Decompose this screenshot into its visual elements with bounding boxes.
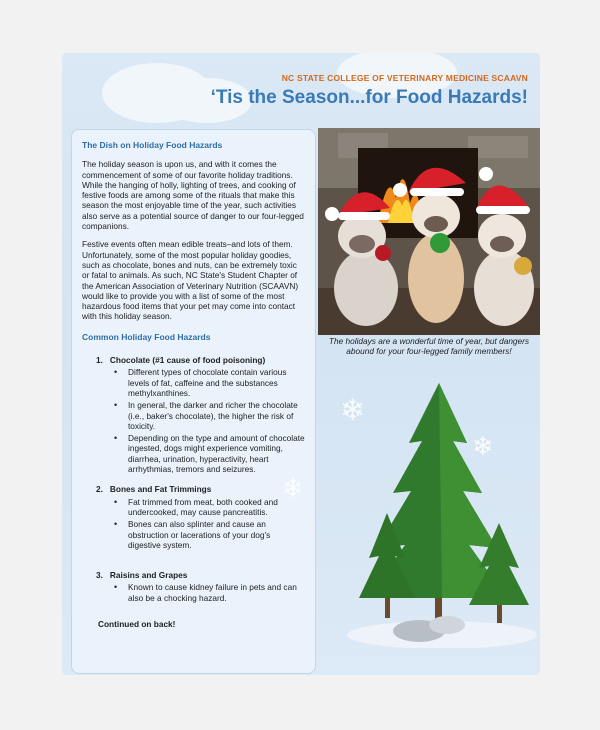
photo-caption: The holidays are a wonderful time of year, but dangers abound for your four-legged family members! <box>328 336 530 356</box>
hazard-number: 2. <box>96 484 103 495</box>
page-title: ‘Tis the Season...for Food Hazards! <box>210 87 528 108</box>
pine-trees-illustration <box>347 373 537 648</box>
snowflake-icon: ❄ <box>282 473 304 503</box>
hazard-title: Raisins and Grapes <box>109 570 188 581</box>
hazard-title: Bones and Fat Trimmings <box>109 484 212 495</box>
hazards-title: Common Holiday Food Hazards <box>82 331 211 342</box>
hazard-bullet: • Different types of chocolate contain various levels of fat, caffeine and the substances methylxanthines. <box>128 367 305 398</box>
dogs-photo <box>318 128 540 335</box>
hazard-bullet: • Bones can also splinter and cause an obstruction or lacerations of your dog's digestive system. <box>128 519 305 550</box>
hazard-title: Chocolate (#1 cause of food poisoning) <box>109 355 266 366</box>
hazard-item <box>96 484 305 550</box>
hazard-number: 1. <box>96 355 103 366</box>
organization-name: NC STATE COLLEGE OF VETERINARY MEDICINE SCAAVN <box>281 73 528 83</box>
continued-note: Continued on back! <box>98 618 176 629</box>
hazard-item <box>96 570 305 603</box>
hazard-bullet: • Fat trimmed from meat, both cooked and undercooked, may cause pancreatitis. <box>128 497 305 518</box>
hazard-item <box>96 355 305 474</box>
intro-paragraph: The holiday season is upon us, and with it comes the commencement of some of our favorite holiday traditions. While the hanging of holly, lighting of trees, and cooking of festive foods are among some of the rituals that make this season the most enjoyable time of the year, such activities also serve as a potential source of danger to our four-legged companions. <box>82 159 304 232</box>
article-panel <box>71 129 316 674</box>
flyer-page <box>62 53 540 675</box>
hazard-bullet: • Known to cause kidney failure in pets and can also be a chocking hazard. <box>128 582 305 603</box>
snowflake-icon: ❄ <box>472 431 494 461</box>
hazard-bullet: • Depending on the type and amount of chocolate ingested, dogs might experience vomiting, diarrhea, urination, hyperactivity, heart arrhythmias, tremors and seizures. <box>128 433 305 474</box>
intro-paragraph: Festive events often mean edible treats–and lots of them. Unfortunately, some of the most popular holiday goodies, such as chocolate, bones and nuts, can be extremely toxic or fatal to animals. As such, NC State's Student Chapter of the American Association of Veterinary Nutrition (SCAAVN) would like to provide you with a list of some of the most hazardous food items that your pet may come into contact with this holiday season. <box>82 239 299 322</box>
snowflake-icon: ❄ <box>340 394 366 427</box>
section-title: The Dish on Holiday Food Hazards <box>82 140 223 150</box>
hazard-number: 3. <box>96 570 103 581</box>
dogs-illustration <box>318 128 540 335</box>
hazard-bullet: • In general, the darker and richer the chocolate (i.e., baker's chocolate), the higher the risk of toxicity. <box>128 400 305 431</box>
